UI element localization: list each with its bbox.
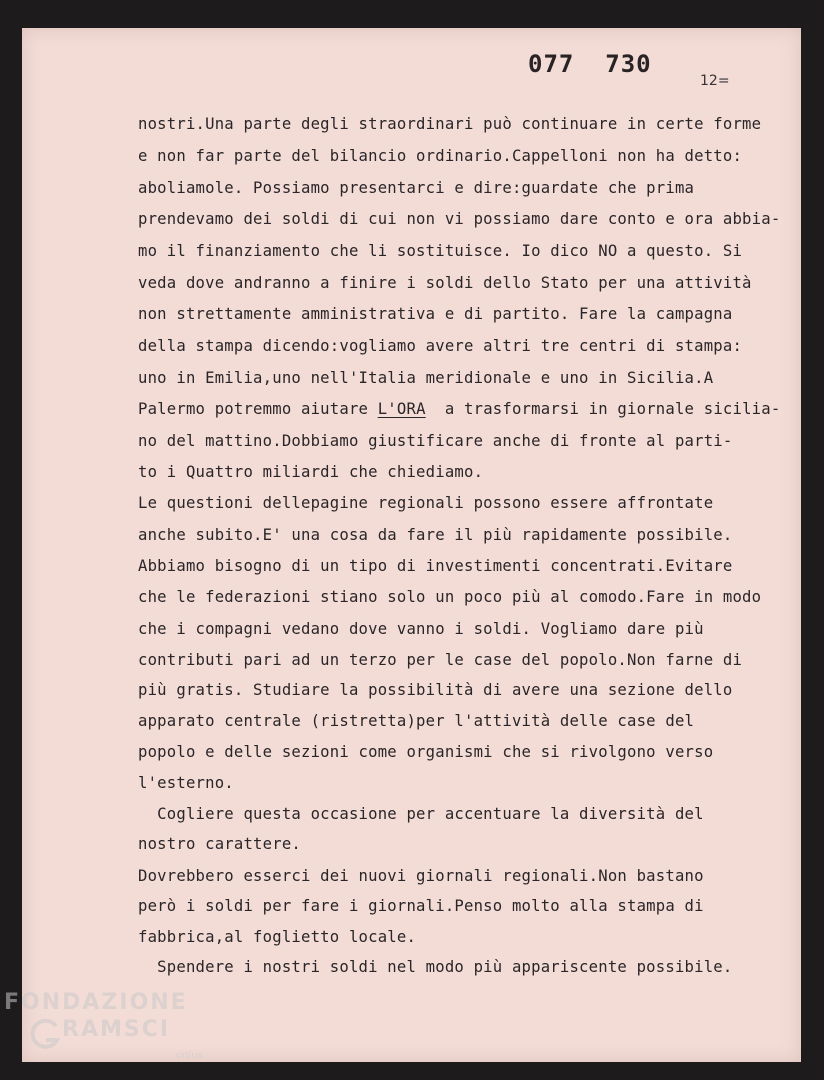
- text-line: to i Quattro miliardi che chiediamo.: [138, 463, 484, 481]
- text-line: Cogliere questa occasione per accentuare la diversità del: [138, 805, 704, 823]
- text-line: uno in Emilia,uno nell'Italia meridionale e uno in Sicilia.A: [138, 369, 714, 387]
- text-line-with-underline: [138, 400, 780, 418]
- archive-stamp-number: 077 730: [528, 50, 652, 78]
- text-line: Spendere i nostri soldi nel modo più appariscente possibile.: [138, 958, 733, 976]
- text-line: l'esterno.: [138, 774, 234, 792]
- text-line: contributi pari ad un terzo per le case del popolo.Non farne di: [138, 651, 743, 669]
- text-line: che i compagni vedano dove vanno i soldi. Vogliamo dare più: [138, 620, 704, 638]
- text-line: però i soldi per fare i giornali.Penso molto alla stampa di: [138, 897, 704, 915]
- watermark-suffix: onlus: [176, 1050, 203, 1061]
- text-line: della stampa dicendo:vogliamo avere altri tre centri di stampa:: [138, 337, 743, 355]
- text-line: veda dove andranno a finire i soldi dello Stato per una attività: [138, 274, 752, 292]
- watermark-line-2: RAMSCI: [62, 1017, 171, 1042]
- handwritten-page-number: 12=: [700, 73, 730, 89]
- text-line: popolo e delle sezioni come organismi che si rivolgono verso: [138, 743, 714, 761]
- text-line: nostri.Una parte degli straordinari può continuare in certe forme: [138, 115, 762, 133]
- text-line: nostro carattere.: [138, 835, 301, 853]
- text-line: anche subito.E' una cosa da fare il più rapidamente possibile.: [138, 526, 733, 544]
- text-line: fabbrica,al foglietto locale.: [138, 928, 417, 946]
- text-line: e non far parte del bilancio ordinario.Cappelloni non ha detto:: [138, 147, 743, 165]
- text-line: più gratis. Studiare la possibilità di avere una sezione dello: [138, 681, 733, 699]
- text-line: apparato centrale (ristretta)per l'attività delle case del: [138, 712, 695, 730]
- text-segment: a trasformarsi in giornale sicilia-: [425, 400, 781, 418]
- text-line: non strettamente amministrativa e di partito. Fare la campagna: [138, 305, 733, 323]
- text-line: prendevamo dei soldi di cui non vi possiamo dare conto e ora abbia-: [138, 210, 781, 228]
- text-line: mo il finanziamento che li sostituisce. Io dico NO a questo. Si: [138, 242, 743, 260]
- text-line: no del mattino.Dobbiamo giustificare anche di fronte al parti-: [138, 432, 733, 450]
- text-line: Le questioni dellepagine regionali possono essere affrontate: [138, 494, 714, 512]
- text-line: Dovrebbero esserci dei nuovi giornali regionali.Non bastano: [138, 867, 704, 885]
- text-line: che le federazioni stiano solo un poco più al comodo.Fare in modo: [138, 588, 762, 606]
- underlined-newspaper-name: L'ORA: [377, 400, 426, 418]
- watermark-line-1: FONDAZIONE: [4, 990, 188, 1015]
- text-line: Abbiamo bisogno di un tipo di investimenti concentrati.Evitare: [138, 557, 733, 575]
- text-segment: Palermo potremmo aiutare: [138, 400, 378, 418]
- gramsci-g-logo-icon: [30, 1018, 60, 1052]
- text-line: aboliamole. Possiamo presentarci e dire:guardate che prima: [138, 179, 695, 197]
